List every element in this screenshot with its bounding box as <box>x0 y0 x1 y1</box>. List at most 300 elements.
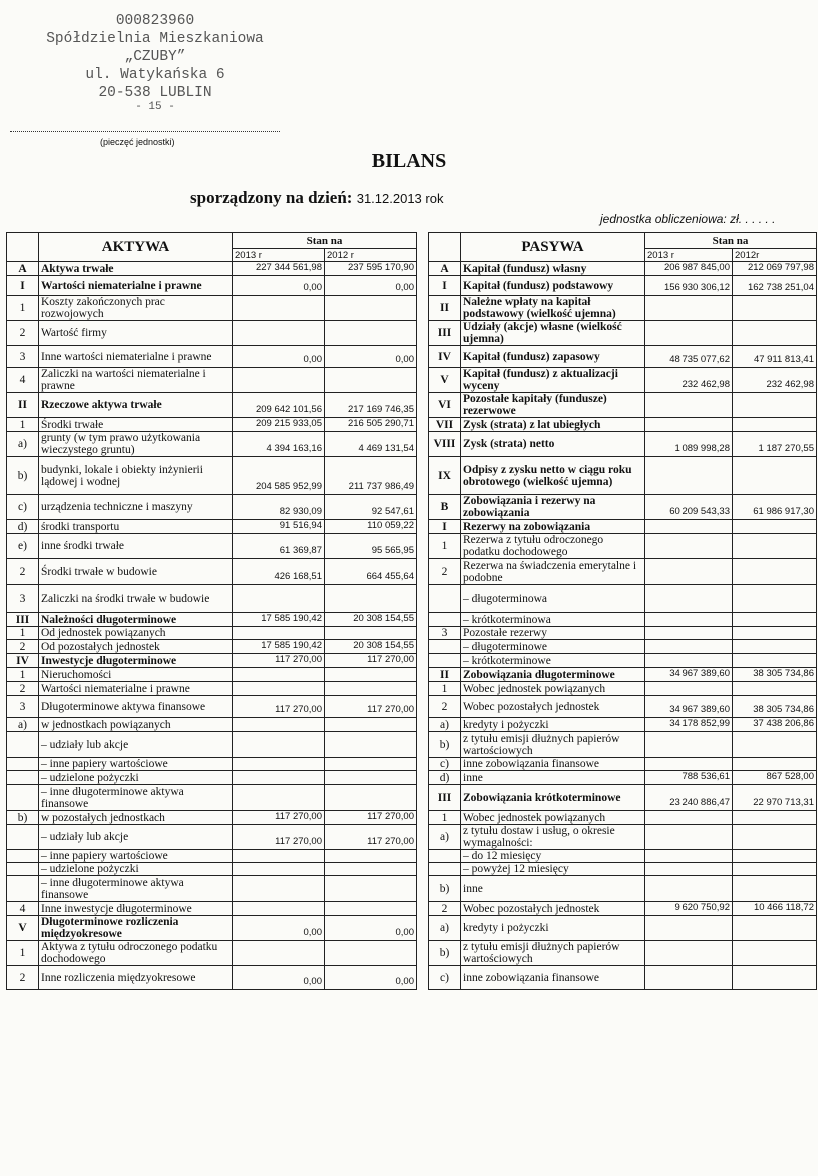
pasywa-value-2012 <box>733 876 817 902</box>
header-corner-right <box>429 233 461 262</box>
aktywa-label: – inne długoterminowe aktywa finansowe <box>39 785 233 811</box>
column-gap <box>417 640 429 654</box>
pasywa-symbol: II <box>429 296 461 321</box>
stamp-line: - 15 - <box>135 101 175 113</box>
pasywa-value-2012 <box>733 559 817 585</box>
pasywa-value-2012 <box>733 811 817 825</box>
column-gap <box>417 262 429 276</box>
pasywa-symbol: III <box>429 785 461 811</box>
pasywa-symbol: a) <box>429 916 461 941</box>
aktywa-label: – inne papiery wartościowe <box>39 850 233 863</box>
pasywa-value-2013 <box>645 654 733 668</box>
aktywa-value-2013: 117 270,00 <box>233 696 325 718</box>
stamp-line: ul. Watykańska 6 <box>85 67 225 83</box>
balance-row <box>7 321 817 346</box>
column-gap <box>417 457 429 495</box>
aktywa-symbol: 4 <box>7 368 39 393</box>
column-gap <box>417 850 429 863</box>
aktywa-symbol: A <box>7 262 39 276</box>
pasywa-value-2012 <box>733 850 817 863</box>
pasywa-symbol: c) <box>429 758 461 771</box>
column-gap <box>417 495 429 520</box>
unit-label: jednostka obliczeniowa: zł. . . . . . <box>600 212 776 226</box>
aktywa-label: Od pozostałych jednostek <box>39 640 233 654</box>
aktywa-value-2012 <box>325 876 417 902</box>
column-gap <box>417 418 429 432</box>
aktywa-value-2012: 117 270,00 <box>325 811 417 825</box>
aktywa-value-2012 <box>325 771 417 785</box>
pasywa-value-2012 <box>733 321 817 346</box>
header-stan-na-right: Stan na <box>645 233 817 249</box>
balance-row <box>7 276 817 296</box>
pasywa-value-2012: 10 466 118,72 <box>733 902 817 916</box>
balance-row <box>7 559 817 585</box>
aktywa-value-2013 <box>233 758 325 771</box>
aktywa-value-2012: 0,00 <box>325 346 417 368</box>
pasywa-value-2013: 34 967 389,60 <box>645 696 733 718</box>
column-gap <box>417 654 429 668</box>
pasywa-value-2013: 34 178 852,99 <box>645 718 733 732</box>
pasywa-symbol: A <box>429 262 461 276</box>
pasywa-value-2012 <box>733 393 817 418</box>
aktywa-value-2013: 61 369,87 <box>233 534 325 559</box>
column-gap <box>417 785 429 811</box>
aktywa-label: Aktywa trwałe <box>39 262 233 276</box>
stamp-regon: 000823960 <box>115 13 195 29</box>
pasywa-label: – długoterminowa <box>461 585 645 613</box>
column-gap <box>417 534 429 559</box>
column-gap <box>417 276 429 296</box>
aktywa-label: Inne inwestycje długoterminowe <box>39 902 233 916</box>
pasywa-value-2013 <box>645 941 733 966</box>
pasywa-label: Zysk (strata) z lat ubiegłych <box>461 418 645 432</box>
pasywa-symbol: 1 <box>429 534 461 559</box>
header-year: 2013 r <box>233 249 325 262</box>
pasywa-label: Wobec pozostałych jednostek <box>461 696 645 718</box>
aktywa-symbol: 1 <box>7 941 39 966</box>
balance-row <box>7 640 817 654</box>
pasywa-value-2013 <box>645 916 733 941</box>
aktywa-label: Aktywa z tytułu odroczonego podatku dochodowego <box>39 941 233 966</box>
aktywa-label: Zaliczki na środki trwałe w budowie <box>39 585 233 613</box>
pasywa-value-2013 <box>645 559 733 585</box>
pasywa-value-2013: 9 620 750,92 <box>645 902 733 916</box>
aktywa-label: Wartości niematerialne i prawne <box>39 276 233 296</box>
column-gap <box>417 825 429 850</box>
pasywa-value-2012 <box>733 418 817 432</box>
pasywa-label: Rezerwy na zobowiązania <box>461 520 645 534</box>
pasywa-value-2012: 38 305 734,86 <box>733 696 817 718</box>
pasywa-value-2013 <box>645 520 733 534</box>
pasywa-value-2012 <box>733 825 817 850</box>
pasywa-label: z tytułu emisji dłużnych papierów wartościowych <box>461 941 645 966</box>
pasywa-symbol: b) <box>429 941 461 966</box>
pasywa-symbol: 2 <box>429 696 461 718</box>
aktywa-value-2012: 117 270,00 <box>325 825 417 850</box>
aktywa-value-2012 <box>325 863 417 876</box>
pasywa-label: inne zobowiązania finansowe <box>461 758 645 771</box>
aktywa-symbol: 1 <box>7 296 39 321</box>
pasywa-label: Kapitał (fundusz) własny <box>461 262 645 276</box>
aktywa-value-2012: 20 308 154,55 <box>325 640 417 654</box>
pasywa-value-2013: 232 462,98 <box>645 368 733 393</box>
aktywa-label: Inne rozliczenia międzyokresowe <box>39 966 233 990</box>
aktywa-value-2013 <box>233 682 325 696</box>
aktywa-value-2013: 209 215 933,05 <box>233 418 325 432</box>
pasywa-label: – krótkoterminowa <box>461 613 645 627</box>
aktywa-label: Inne wartości niematerialne i prawne <box>39 346 233 368</box>
aktywa-symbol: 1 <box>7 668 39 682</box>
balance-table <box>6 232 817 990</box>
aktywa-value-2013: 227 344 561,98 <box>233 262 325 276</box>
aktywa-symbol: II <box>7 393 39 418</box>
balance-row <box>7 696 817 718</box>
balance-row <box>7 613 817 627</box>
aktywa-symbol: c) <box>7 495 39 520</box>
aktywa-symbol: 2 <box>7 559 39 585</box>
pasywa-value-2013 <box>645 321 733 346</box>
pasywa-label: Kapitał (fundusz) z aktualizacji wyceny <box>461 368 645 393</box>
aktywa-value-2013 <box>233 732 325 758</box>
pasywa-label: – długoterminowe <box>461 640 645 654</box>
aktywa-symbol <box>7 863 39 876</box>
balance-row <box>7 296 817 321</box>
pasywa-value-2013: 156 930 306,12 <box>645 276 733 296</box>
aktywa-value-2013: 0,00 <box>233 966 325 990</box>
pasywa-value-2012 <box>733 941 817 966</box>
pasywa-value-2013: 60 209 543,33 <box>645 495 733 520</box>
pasywa-value-2013 <box>645 534 733 559</box>
aktywa-value-2013 <box>233 850 325 863</box>
balance-row <box>7 876 817 902</box>
balance-row <box>7 732 817 758</box>
aktywa-label: Wartość firmy <box>39 321 233 346</box>
balance-row <box>7 654 817 668</box>
pasywa-value-2012 <box>733 627 817 640</box>
pasywa-symbol: IV <box>429 346 461 368</box>
pasywa-symbol: I <box>429 276 461 296</box>
pasywa-value-2013 <box>645 585 733 613</box>
aktywa-value-2013 <box>233 863 325 876</box>
column-gap <box>417 876 429 902</box>
balance-row <box>7 682 817 696</box>
pasywa-value-2012 <box>733 520 817 534</box>
pasywa-value-2013: 48 735 077,62 <box>645 346 733 368</box>
aktywa-value-2012: 237 595 170,90 <box>325 262 417 276</box>
pasywa-value-2013 <box>645 613 733 627</box>
pasywa-symbol: c) <box>429 966 461 990</box>
aktywa-symbol: IV <box>7 654 39 668</box>
pasywa-value-2012 <box>733 585 817 613</box>
pasywa-label: Zobowiązania i rezerwy na zobowiązania <box>461 495 645 520</box>
aktywa-value-2012 <box>325 941 417 966</box>
balance-row <box>7 668 817 682</box>
balance-row <box>7 534 817 559</box>
column-gap <box>417 520 429 534</box>
pasywa-label: – krótkoterminowe <box>461 654 645 668</box>
pasywa-symbol <box>429 654 461 668</box>
aktywa-symbol: 2 <box>7 321 39 346</box>
aktywa-value-2013: 0,00 <box>233 346 325 368</box>
pasywa-symbol: a) <box>429 718 461 732</box>
aktywa-value-2012: 664 455,64 <box>325 559 417 585</box>
balance-row <box>7 825 817 850</box>
header-pasywa: PASYWA <box>461 233 645 262</box>
stamp-line: Spółdzielnia Mieszkaniowa <box>46 31 264 47</box>
pasywa-label: – do 12 miesięcy <box>461 850 645 863</box>
aktywa-symbol <box>7 876 39 902</box>
aktywa-value-2013: 117 270,00 <box>233 811 325 825</box>
aktywa-value-2013: 426 168,51 <box>233 559 325 585</box>
header-aktywa: AKTYWA <box>39 233 233 262</box>
pasywa-value-2013 <box>645 758 733 771</box>
pasywa-value-2013 <box>645 850 733 863</box>
pasywa-label: Zobowiązania krótkoterminowe <box>461 785 645 811</box>
pasywa-symbol: II <box>429 668 461 682</box>
pasywa-value-2012 <box>733 640 817 654</box>
aktywa-value-2013 <box>233 718 325 732</box>
aktywa-symbol: I <box>7 276 39 296</box>
column-gap <box>417 393 429 418</box>
column-gap <box>417 696 429 718</box>
column-gap <box>417 863 429 876</box>
pasywa-symbol: d) <box>429 771 461 785</box>
stamp-line: 20-538 LUBLIN <box>98 85 212 101</box>
aktywa-value-2013: 209 642 101,56 <box>233 393 325 418</box>
pasywa-value-2012 <box>733 613 817 627</box>
aktywa-symbol: a) <box>7 432 39 457</box>
pasywa-label: – powyżej 12 miesięcy <box>461 863 645 876</box>
balance-row <box>7 393 817 418</box>
aktywa-value-2012 <box>325 732 417 758</box>
pasywa-value-2012 <box>733 758 817 771</box>
pasywa-value-2013 <box>645 732 733 758</box>
aktywa-value-2013: 204 585 952,99 <box>233 457 325 495</box>
pasywa-value-2013 <box>645 863 733 876</box>
pasywa-value-2013: 34 967 389,60 <box>645 668 733 682</box>
pasywa-symbol: IX <box>429 457 461 495</box>
pasywa-value-2012 <box>733 654 817 668</box>
pasywa-label: inne <box>461 771 645 785</box>
aktywa-value-2013 <box>233 321 325 346</box>
aktywa-value-2012 <box>325 785 417 811</box>
aktywa-value-2012: 216 505 290,71 <box>325 418 417 432</box>
page-title: BILANS <box>371 150 447 172</box>
pasywa-value-2012 <box>733 916 817 941</box>
pasywa-symbol: 1 <box>429 811 461 825</box>
pasywa-value-2012 <box>733 682 817 696</box>
aktywa-value-2013 <box>233 902 325 916</box>
pasywa-value-2013 <box>645 418 733 432</box>
pasywa-symbol: I <box>429 520 461 534</box>
aktywa-label: grunty (w tym prawo użytkowania wieczystego gruntu) <box>39 432 233 457</box>
aktywa-value-2013 <box>233 296 325 321</box>
aktywa-value-2013 <box>233 585 325 613</box>
aktywa-label: inne środki trwałe <box>39 534 233 559</box>
column-gap <box>417 432 429 457</box>
aktywa-symbol: b) <box>7 457 39 495</box>
pasywa-label: Wobec jednostek powiązanych <box>461 811 645 825</box>
pasywa-value-2013 <box>645 296 733 321</box>
aktywa-value-2012: 211 737 986,49 <box>325 457 417 495</box>
balance-row <box>7 262 817 276</box>
pasywa-value-2013 <box>645 627 733 640</box>
pasywa-label: inne zobowiązania finansowe <box>461 966 645 990</box>
aktywa-value-2012: 4 469 131,54 <box>325 432 417 457</box>
balance-row <box>7 432 817 457</box>
aktywa-symbol: 2 <box>7 682 39 696</box>
pasywa-symbol: 2 <box>429 559 461 585</box>
pasywa-label: Wobec pozostałych jednostek <box>461 902 645 916</box>
pasywa-symbol: VIII <box>429 432 461 457</box>
column-gap <box>417 682 429 696</box>
aktywa-value-2013 <box>233 771 325 785</box>
aktywa-symbol: 1 <box>7 418 39 432</box>
column-gap <box>417 368 429 393</box>
column-gap <box>417 732 429 758</box>
pasywa-value-2012: 37 438 206,86 <box>733 718 817 732</box>
pasywa-value-2012 <box>733 534 817 559</box>
pasywa-value-2013: 788 536,61 <box>645 771 733 785</box>
aktywa-label: – inne papiery wartościowe <box>39 758 233 771</box>
header-year: 2012r <box>733 249 817 262</box>
pasywa-label: Pozostałe kapitały (fundusze) rezerwowe <box>461 393 645 418</box>
aktywa-label: środki transportu <box>39 520 233 534</box>
pasywa-value-2013 <box>645 457 733 495</box>
pasywa-value-2012 <box>733 732 817 758</box>
aktywa-symbol <box>7 732 39 758</box>
pasywa-label: Kapitał (fundusz) podstawowy <box>461 276 645 296</box>
pasywa-value-2013: 1 089 998,28 <box>645 432 733 457</box>
column-gap <box>417 627 429 640</box>
pasywa-symbol: V <box>429 368 461 393</box>
pasywa-symbol: B <box>429 495 461 520</box>
pasywa-symbol: 3 <box>429 627 461 640</box>
balance-row <box>7 368 817 393</box>
balance-row <box>7 495 817 520</box>
balance-row <box>7 966 817 990</box>
aktywa-value-2013: 0,00 <box>233 916 325 941</box>
aktywa-value-2012 <box>325 321 417 346</box>
aktywa-value-2012 <box>325 718 417 732</box>
balance-row <box>7 863 817 876</box>
aktywa-value-2012: 0,00 <box>325 276 417 296</box>
pasywa-label: Zobowiązania długoterminowe <box>461 668 645 682</box>
aktywa-label: – udzielone pożyczki <box>39 863 233 876</box>
aktywa-value-2012: 95 565,95 <box>325 534 417 559</box>
header-year: 2012 r <box>325 249 417 262</box>
pasywa-symbol <box>429 863 461 876</box>
aktywa-symbol: 3 <box>7 696 39 718</box>
aktywa-label: w jednostkach powiązanych <box>39 718 233 732</box>
column-gap <box>417 296 429 321</box>
aktywa-symbol: 2 <box>7 966 39 990</box>
aktywa-symbol: III <box>7 613 39 627</box>
header-stan-na-left: Stan na <box>233 233 417 249</box>
pasywa-value-2012: 232 462,98 <box>733 368 817 393</box>
aktywa-value-2013 <box>233 876 325 902</box>
pasywa-label: Pozostałe rezerwy <box>461 627 645 640</box>
pasywa-symbol: VI <box>429 393 461 418</box>
aktywa-label: Nieruchomości <box>39 668 233 682</box>
aktywa-symbol: 4 <box>7 902 39 916</box>
aktywa-value-2012: 0,00 <box>325 966 417 990</box>
balance-row <box>7 627 817 640</box>
aktywa-value-2012 <box>325 668 417 682</box>
aktywa-symbol: d) <box>7 520 39 534</box>
pasywa-value-2013 <box>645 682 733 696</box>
pasywa-label: Wobec jednostek powiązanych <box>461 682 645 696</box>
pasywa-value-2012: 212 069 797,98 <box>733 262 817 276</box>
column-gap <box>417 771 429 785</box>
pasywa-value-2013 <box>645 811 733 825</box>
aktywa-value-2012: 110 059,22 <box>325 520 417 534</box>
pasywa-value-2012: 61 986 917,30 <box>733 495 817 520</box>
pasywa-value-2012: 47 911 813,41 <box>733 346 817 368</box>
pasywa-value-2013 <box>645 393 733 418</box>
aktywa-label: Środki trwałe w budowie <box>39 559 233 585</box>
pasywa-label: Rezerwa z tytułu odroczonego podatku dochodowego <box>461 534 645 559</box>
balance-row <box>7 457 817 495</box>
balance-row <box>7 941 817 966</box>
pasywa-value-2012: 162 738 251,04 <box>733 276 817 296</box>
aktywa-label: Od jednostek powiązanych <box>39 627 233 640</box>
aktywa-value-2012: 20 308 154,55 <box>325 613 417 627</box>
pasywa-label: z tytułu emisji dłużnych papierów wartościowych <box>461 732 645 758</box>
column-gap <box>417 321 429 346</box>
aktywa-symbol: 3 <box>7 346 39 368</box>
company-stamp <box>40 12 270 113</box>
aktywa-value-2012 <box>325 368 417 393</box>
pasywa-value-2013 <box>645 966 733 990</box>
pasywa-value-2012 <box>733 457 817 495</box>
pasywa-symbol <box>429 640 461 654</box>
aktywa-value-2013: 82 930,09 <box>233 495 325 520</box>
column-gap <box>417 613 429 627</box>
header-corner-left <box>7 233 39 262</box>
aktywa-value-2012 <box>325 585 417 613</box>
aktywa-value-2013: 17 585 190,42 <box>233 613 325 627</box>
pasywa-value-2012 <box>733 863 817 876</box>
pasywa-value-2012 <box>733 966 817 990</box>
column-gap <box>417 902 429 916</box>
pasywa-value-2013 <box>645 640 733 654</box>
aktywa-label: Należności długoterminowe <box>39 613 233 627</box>
aktywa-value-2012: 117 270,00 <box>325 654 417 668</box>
aktywa-symbol: 1 <box>7 627 39 640</box>
pasywa-value-2012: 1 187 270,55 <box>733 432 817 457</box>
aktywa-symbol: 2 <box>7 640 39 654</box>
column-gap <box>417 585 429 613</box>
aktywa-label: Wartości niematerialne i prawne <box>39 682 233 696</box>
pasywa-label: Odpisy z zysku netto w ciągu roku obrotowego (wielkość ujemna) <box>461 457 645 495</box>
balance-row <box>7 916 817 941</box>
aktywa-label: Rzeczowe aktywa trwałe <box>39 393 233 418</box>
stamp-dotted-line <box>10 131 280 132</box>
column-gap <box>417 668 429 682</box>
aktywa-value-2013 <box>233 627 325 640</box>
balance-row <box>7 785 817 811</box>
pasywa-value-2012: 38 305 734,86 <box>733 668 817 682</box>
pasywa-value-2012: 22 970 713,31 <box>733 785 817 811</box>
pasywa-symbol: a) <box>429 825 461 850</box>
pasywa-symbol <box>429 850 461 863</box>
balance-row <box>7 758 817 771</box>
column-gap <box>417 916 429 941</box>
subtitle <box>190 188 443 208</box>
aktywa-value-2012 <box>325 682 417 696</box>
header-year: 2013 r <box>645 249 733 262</box>
